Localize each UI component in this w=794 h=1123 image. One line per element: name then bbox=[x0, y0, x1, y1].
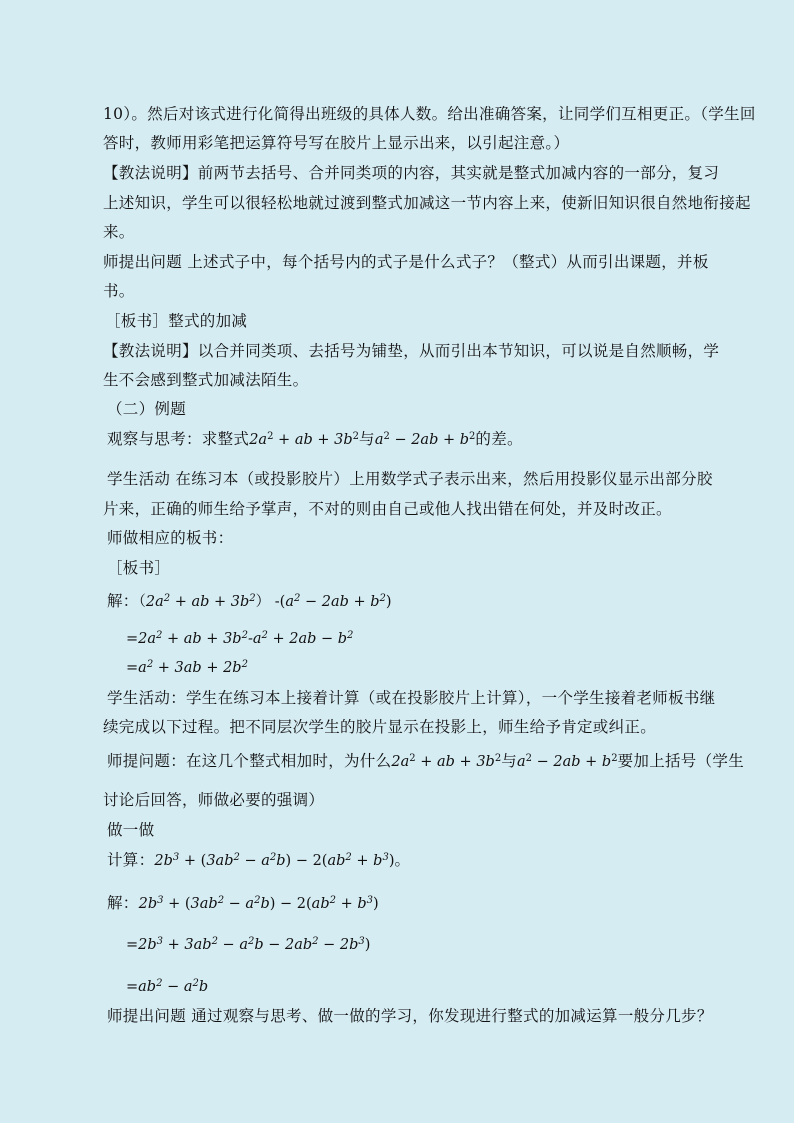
exercise-heading: 做一做 bbox=[107, 821, 155, 839]
paragraph-line: 书。 bbox=[103, 282, 135, 300]
board-label: ［板书］ bbox=[107, 559, 171, 577]
paragraph-line: 续完成以下过程。把不同层次学生的胶片显示在投影上，师生给予肯定或纠正。 bbox=[103, 718, 657, 736]
math-expression: $2b^3 + (3ab^2 - a^2b) - 2(ab^2 + b^3)$ bbox=[138, 895, 379, 912]
teaching-note-line: 【教法说明】以合并同类项、去括号为铺垫，从而引出本节知识，可以说是自然顺畅，学 bbox=[103, 342, 720, 360]
question-line: 师提问题：在这几个整式相加时，为什么$2a^2$ + ab + $3b^2$与$a^2 - 2ab + b^2$要加上括号（学生 bbox=[107, 752, 744, 770]
paragraph-line: 师做相应的板书： bbox=[107, 529, 234, 547]
paragraph-line: 来。 bbox=[103, 223, 135, 241]
paragraph-line: 讨论后回答，师做必要的强调） bbox=[103, 791, 325, 809]
paragraph-line: 10）。然后对该式进行化简得出班级的具体人数。给出准确答案，让同学们互相更正。（学生回 bbox=[103, 105, 756, 123]
teaching-note-line: 【教法说明】前两节去括号、合并同类项的内容，其实就是整式加减内容的一部分，复习 bbox=[103, 164, 720, 182]
math-expression: $a^2 - 2ab + b^2$ bbox=[517, 753, 618, 770]
question-line: 师提出问题 通过观察与思考、做一做的学习，你发现进行整式的加减运算一般分几步？ bbox=[107, 1007, 713, 1025]
solution-line: 解：$2b^3 + (3ab^2 - a^2b) - 2(ab^2 + b^3)$ bbox=[107, 894, 379, 912]
section-heading: （二）例题 bbox=[107, 400, 187, 418]
paragraph-line: 答时，教师用彩笔把运算符号写在胶片上显示出来，以引起注意。） bbox=[103, 134, 570, 152]
solution-step: $=2b^3 + 3ab^2 - a^2b - 2ab^2 - 2b^3$) bbox=[126, 936, 371, 953]
solution-line: 解：（$2a^2$ + ab + $3b^2$） $-(a^2 - 2ab + b^2)$ bbox=[107, 592, 392, 610]
math-expression: （$2a^2$ + ab + $3b^2$） $-(a^2 - 2ab + b^2)$ bbox=[138, 593, 392, 610]
paragraph-line: 片来，正确的师生给予掌声，不对的则由自己或他人找出错在何处，并及时改正。 bbox=[103, 500, 672, 518]
exercise-line: 计算：$2b^3 + (3ab^2 - a^2b) - 2(ab^2 + b^3)$。 bbox=[107, 851, 411, 869]
math-expression: $2a^2$ + ab + $3b^2$ bbox=[391, 753, 502, 770]
solution-step: $=ab^2 - a^2b$ bbox=[126, 978, 209, 995]
paragraph-line: 学生活动 在练习本（或投影胶片）上用数学式子表示出来，然后用投影仪显示出部分胶 bbox=[107, 470, 713, 488]
observe-think-line: 观察与思考：求整式$2a^2$ + ab + $3b^2$与$a^2 - 2ab + b^2$的差。 bbox=[107, 430, 523, 448]
paragraph-line: 上述知识，学生可以很轻松地就过渡到整式加减这一节内容上来，使新旧知识很自然地衔接起 bbox=[103, 194, 751, 212]
solution-step: $=a^2 + 3ab + 2b^2$ bbox=[126, 659, 248, 676]
math-expression: $a^2 - 2ab + b^2$ bbox=[374, 431, 476, 448]
solution-step: $=2a^2$ + ab + $3b^2-a^2 + 2ab - b^2$ bbox=[126, 630, 354, 647]
board-title-line: ［板书］整式的加减 bbox=[105, 312, 248, 330]
paragraph-line: 生不会感到整式加减法陌生。 bbox=[103, 371, 309, 389]
math-expression: $2a^2$ + ab + $3b^2$ bbox=[249, 431, 359, 448]
paragraph-line: 学生活动：学生在练习本上接着计算（或在投影胶片上计算），一个学生接着老师板书继 bbox=[107, 689, 716, 707]
math-expression: $2b^3 + (3ab^2 - a^2b) - 2(ab^2 + b^3)$ bbox=[154, 852, 395, 869]
paragraph-line: 师提出问题 上述式子中，每个括号内的式子是什么式子？（整式）从而引出课题，并板 bbox=[103, 253, 709, 271]
